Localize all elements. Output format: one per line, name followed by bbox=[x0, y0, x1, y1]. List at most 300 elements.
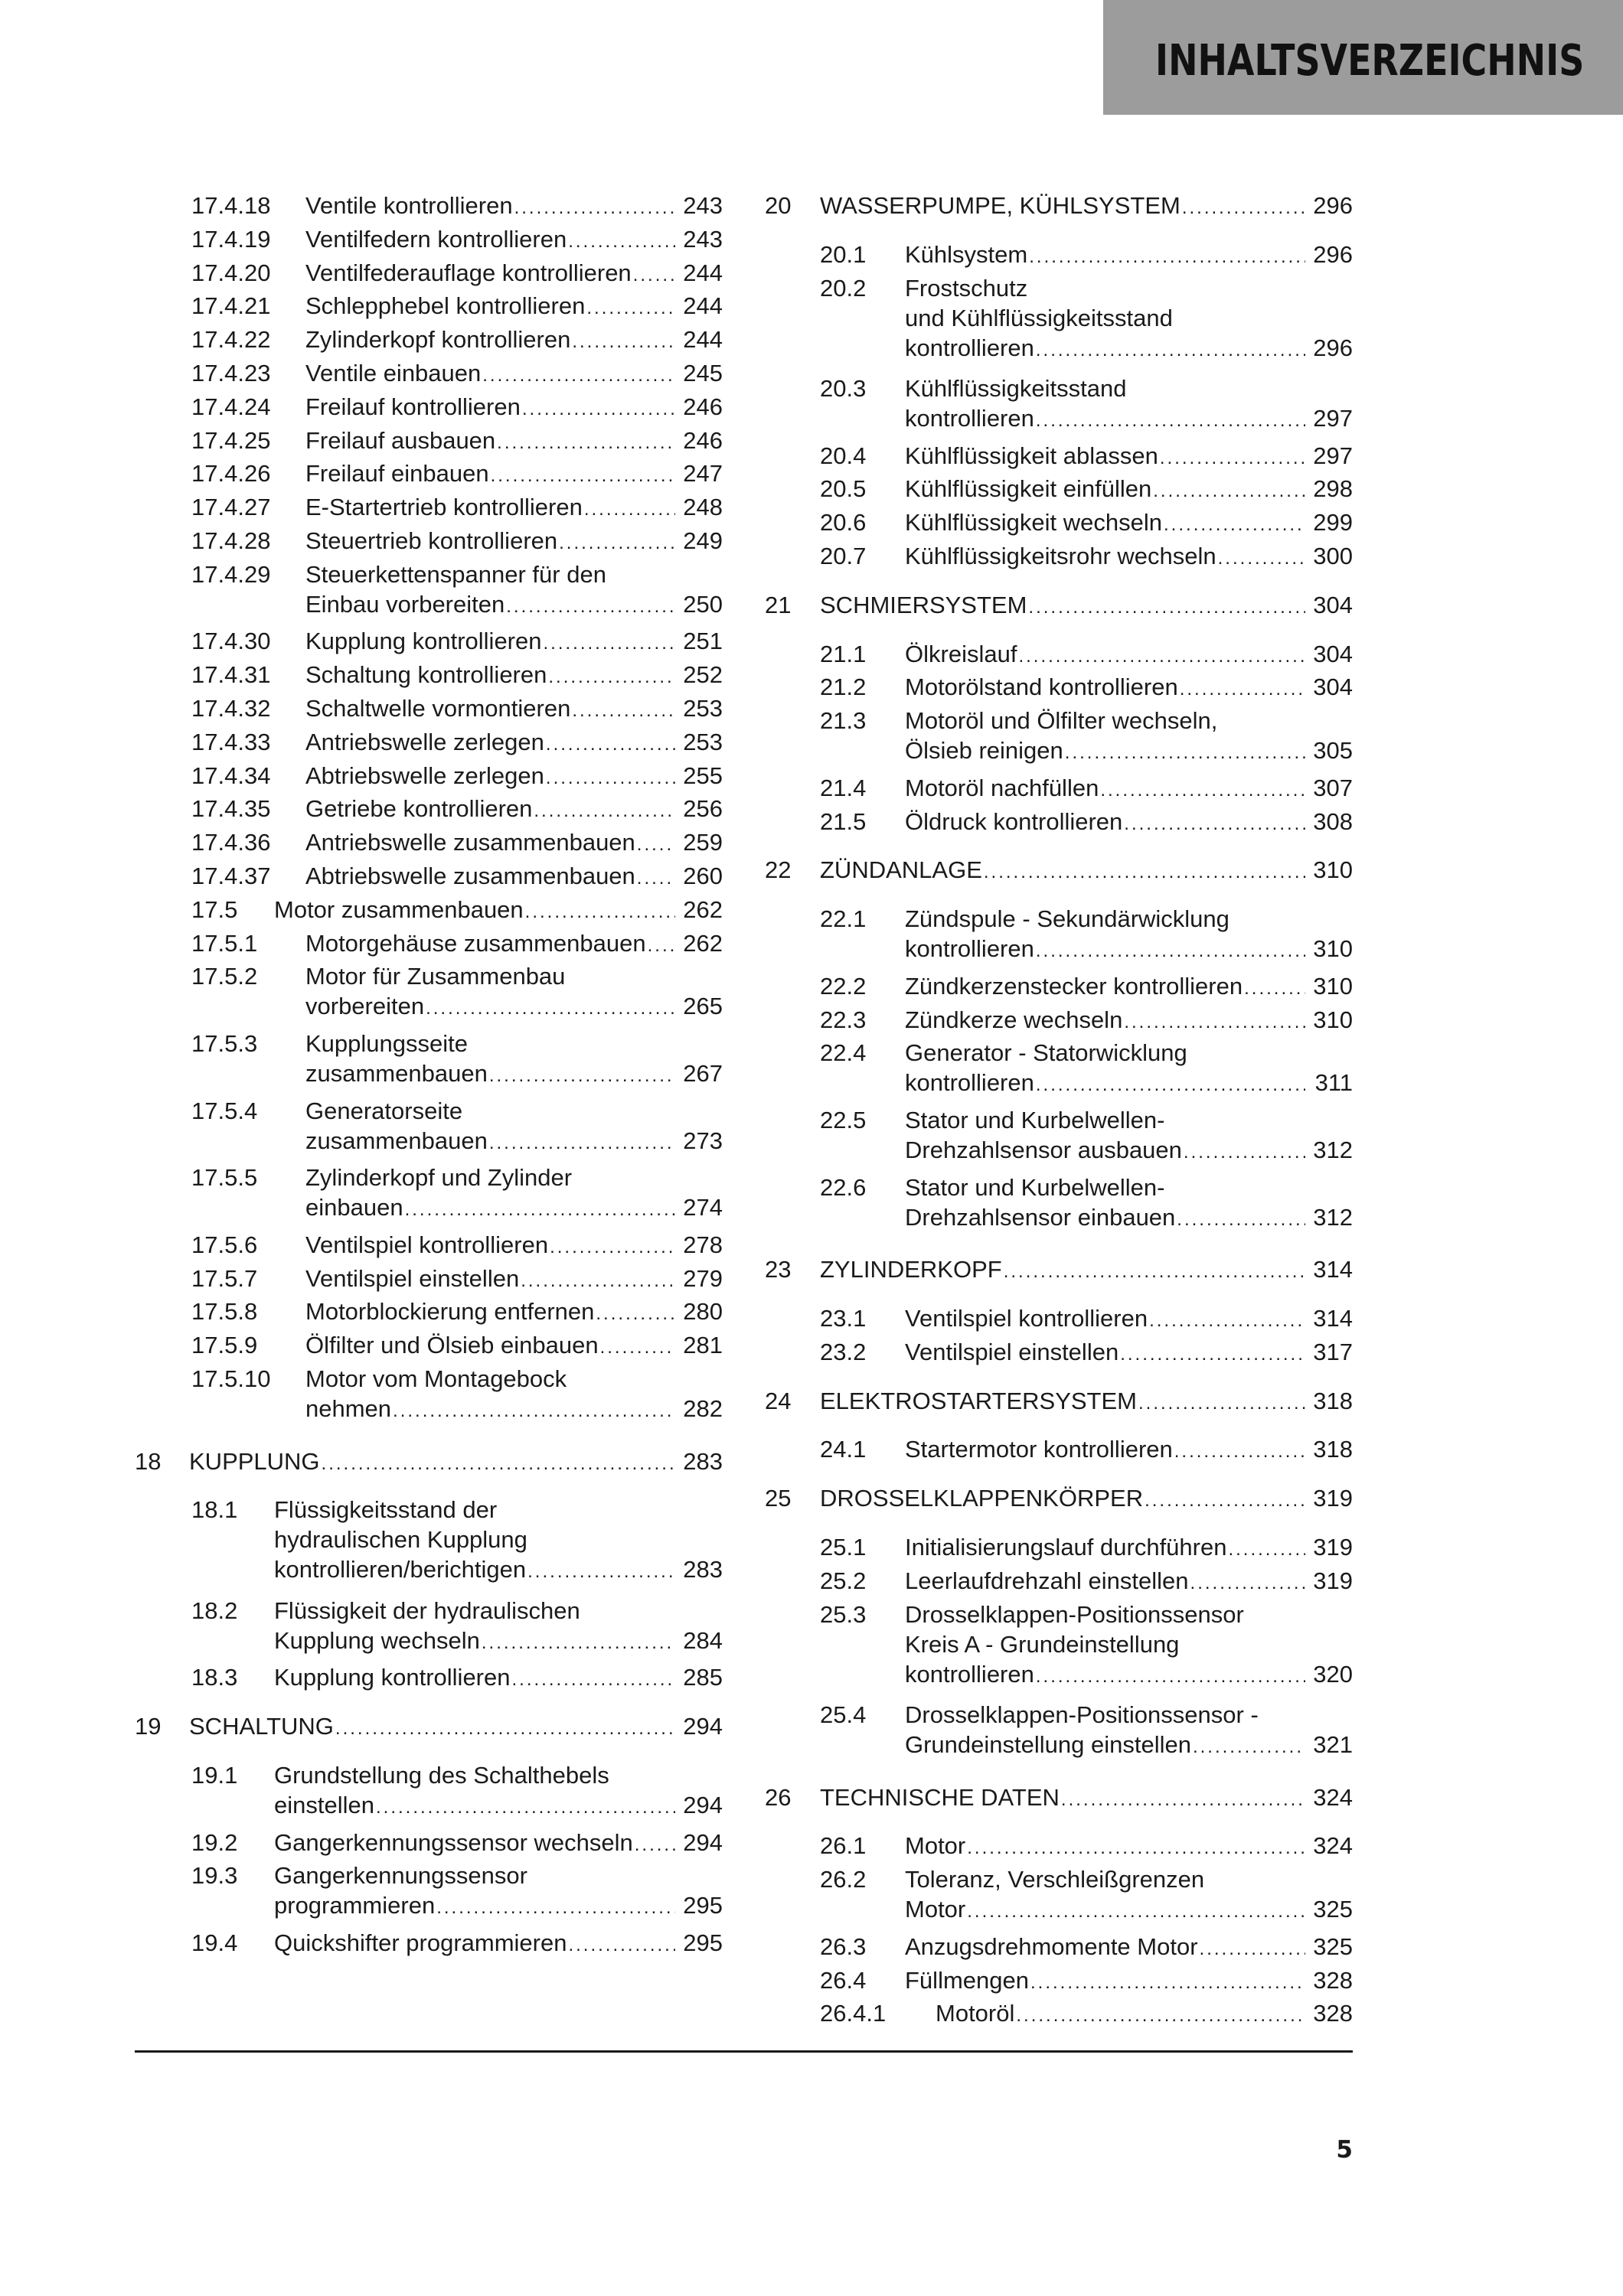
toc-number: 17.5.10 bbox=[191, 1365, 271, 1392]
toc-number: 17.4.27 bbox=[191, 494, 271, 521]
toc-number: 21.3 bbox=[820, 707, 867, 735]
toc-title: Drehzahlsensor einbauen bbox=[905, 1203, 1176, 1231]
dot-leader bbox=[1004, 1257, 1305, 1287]
toc-title: Öldruck kontrollieren bbox=[905, 807, 1123, 835]
dot-leader bbox=[1174, 1437, 1305, 1466]
toc-number: 19.4 bbox=[191, 1929, 238, 1956]
toc-number: 22.5 bbox=[820, 1107, 867, 1133]
dot-leader bbox=[546, 729, 675, 759]
dot-leader bbox=[405, 1195, 675, 1225]
toc-number: 23.1 bbox=[820, 1305, 867, 1332]
dot-leader bbox=[482, 1628, 675, 1658]
dot-leader bbox=[984, 857, 1305, 887]
toc-number: 19.2 bbox=[191, 1828, 238, 1856]
toc-title: DROSSELKLAPPENKÖRPER bbox=[820, 1485, 1144, 1512]
toc-number: 25.3 bbox=[820, 1600, 867, 1628]
dot-leader bbox=[1160, 443, 1305, 473]
toc-title: Kühlflüssigkeit wechseln bbox=[905, 509, 1163, 536]
toc-number: 17.5.3 bbox=[191, 1030, 258, 1057]
toc-number: 23.2 bbox=[820, 1338, 867, 1365]
toc-title: Flüssigkeitsstand der bbox=[274, 1496, 498, 1524]
toc-number: 21.1 bbox=[820, 640, 867, 667]
toc-number: 20.1 bbox=[820, 240, 867, 268]
toc-title: Flüssigkeit der hydraulischen bbox=[274, 1596, 580, 1624]
dot-leader bbox=[600, 1332, 675, 1362]
toc-page-number: 255 bbox=[683, 762, 723, 789]
toc-page-number: 312 bbox=[1313, 1137, 1353, 1163]
dot-leader bbox=[1036, 1070, 1305, 1100]
toc-page-number: 324 bbox=[1313, 1832, 1353, 1860]
toc-number: 17.4.23 bbox=[191, 360, 271, 386]
toc-number: 22.6 bbox=[820, 1173, 867, 1201]
dot-leader bbox=[572, 696, 675, 726]
toc-page-number: 296 bbox=[1313, 240, 1353, 268]
dot-leader bbox=[546, 763, 675, 793]
dot-leader bbox=[527, 1557, 675, 1587]
toc-number: 17.4.37 bbox=[191, 863, 271, 889]
dot-leader bbox=[572, 327, 675, 357]
dot-leader bbox=[506, 592, 675, 621]
toc-number: 17.4.28 bbox=[191, 527, 271, 554]
dot-leader bbox=[1149, 1306, 1305, 1336]
toc-title: ZÜNDANLAGE bbox=[820, 856, 982, 884]
toc-title: kontrollieren bbox=[905, 405, 1034, 432]
toc-number: 26.4.1 bbox=[820, 2000, 887, 2027]
toc-title: Kupplung wechseln bbox=[274, 1626, 480, 1654]
toc-title: Motor für Zusammenbau bbox=[305, 963, 566, 990]
dot-leader bbox=[1036, 335, 1305, 365]
dot-leader bbox=[1100, 775, 1305, 805]
toc-number: 22.1 bbox=[820, 905, 867, 933]
toc-title: Ventilspiel kontrollieren bbox=[905, 1305, 1148, 1332]
toc-page-number: 267 bbox=[683, 1060, 723, 1087]
toc-page-number: 299 bbox=[1313, 509, 1353, 536]
dot-leader bbox=[1184, 1137, 1305, 1167]
toc-title: ELEKTROSTARTERSYSTEM bbox=[820, 1387, 1137, 1414]
toc-number: 17.5.4 bbox=[191, 1097, 258, 1124]
toc-title: Zündkerzenstecker kontrollieren bbox=[905, 972, 1243, 1000]
toc-number: 25.1 bbox=[820, 1534, 867, 1561]
toc-title: TECHNISCHE DATEN bbox=[820, 1783, 1060, 1811]
dot-leader bbox=[1153, 476, 1305, 506]
dot-leader bbox=[1180, 674, 1305, 704]
dot-leader bbox=[426, 993, 675, 1023]
toc-page-number: 262 bbox=[683, 929, 723, 957]
toc-number: 17.4.22 bbox=[191, 326, 271, 354]
toc-number: 17.4.32 bbox=[191, 695, 271, 722]
toc-title: Kreis A - Grundeinstellung bbox=[905, 1630, 1180, 1658]
dot-leader bbox=[525, 897, 675, 927]
dot-leader bbox=[596, 1299, 675, 1329]
toc-number: 17.5.2 bbox=[191, 963, 258, 990]
toc-number: 17.4.36 bbox=[191, 829, 271, 856]
toc-title: Ventilfederauflage kontrollieren bbox=[305, 259, 632, 286]
toc-page-number: 285 bbox=[683, 1664, 723, 1691]
toc-page-number: 250 bbox=[683, 590, 723, 618]
toc-page-number: 248 bbox=[683, 494, 723, 521]
toc-number: 18 bbox=[135, 1447, 162, 1475]
toc-number: 22 bbox=[765, 856, 792, 884]
dot-leader bbox=[376, 1792, 675, 1822]
toc-page-number: 284 bbox=[683, 1626, 723, 1654]
toc-page-number: 314 bbox=[1313, 1305, 1353, 1332]
toc-title: Gangerkennungssensor wechseln bbox=[274, 1828, 633, 1856]
dot-leader bbox=[568, 1930, 675, 1960]
toc-number: 21.2 bbox=[820, 673, 867, 701]
toc-number: 17.4.25 bbox=[191, 426, 271, 454]
toc-number: 22.4 bbox=[820, 1039, 867, 1067]
toc-title: Stator und Kurbelwellen- bbox=[905, 1173, 1165, 1201]
toc-title: Abtriebswelle zusammenbauen bbox=[305, 863, 635, 889]
toc-title: Motoröl nachfüllen bbox=[905, 774, 1099, 801]
dot-leader bbox=[648, 931, 675, 960]
toc-title: Zündspule - Sekundärwicklung bbox=[905, 905, 1229, 933]
toc-title: Freilauf kontrollieren bbox=[305, 393, 521, 420]
toc-page-number: 244 bbox=[683, 259, 723, 286]
dot-leader bbox=[512, 1665, 676, 1694]
toc-number: 20.5 bbox=[820, 475, 867, 503]
dot-leader bbox=[534, 796, 675, 826]
toc-page-number: 319 bbox=[1313, 1567, 1353, 1594]
toc-page-number: 243 bbox=[683, 225, 723, 253]
toc-page-number: 318 bbox=[1313, 1387, 1353, 1414]
toc-title: Startermotor kontrollieren bbox=[905, 1436, 1173, 1463]
toc-number: 18.1 bbox=[191, 1496, 238, 1524]
toc-number: 17.5.5 bbox=[191, 1164, 258, 1192]
dot-leader bbox=[1145, 1486, 1305, 1515]
toc-title: Zylinderkopf und Zylinder bbox=[305, 1164, 573, 1192]
toc-title: Freilauf einbauen bbox=[305, 460, 489, 488]
toc-title: Motoröl bbox=[936, 2000, 1015, 2027]
toc-page-number: 281 bbox=[683, 1332, 723, 1359]
toc-title: Antriebswelle zusammenbauen bbox=[305, 829, 635, 856]
toc-number: 17.5 bbox=[191, 895, 238, 923]
toc-number: 19.3 bbox=[191, 1862, 238, 1890]
toc-number: 17.4.24 bbox=[191, 393, 271, 420]
toc-title: Motor bbox=[905, 1896, 966, 1923]
dot-leader bbox=[1193, 1732, 1305, 1762]
toc-number: 26.3 bbox=[820, 1932, 867, 1960]
toc-title: Schlepphebel kontrollieren bbox=[305, 292, 586, 320]
toc-title: Kupplungsseite bbox=[305, 1030, 468, 1057]
toc-page-number: 304 bbox=[1313, 591, 1353, 618]
toc-number: 17.5.6 bbox=[191, 1231, 258, 1258]
toc-page-number: 310 bbox=[1313, 856, 1353, 884]
toc-title: Ölkreislauf bbox=[905, 640, 1017, 667]
dot-leader bbox=[584, 494, 675, 524]
toc-title: kontrollieren bbox=[905, 935, 1034, 963]
toc-number: 22.2 bbox=[820, 972, 867, 1000]
toc-page-number: 317 bbox=[1313, 1338, 1353, 1365]
dot-leader bbox=[635, 1830, 675, 1860]
toc-title: zusammenbauen bbox=[305, 1127, 488, 1154]
toc-page-number: 318 bbox=[1313, 1436, 1353, 1463]
toc-page-number: 321 bbox=[1313, 1731, 1353, 1758]
dot-leader bbox=[967, 1833, 1305, 1863]
dot-leader bbox=[967, 1896, 1305, 1926]
dot-leader bbox=[1138, 1388, 1305, 1418]
dot-leader bbox=[393, 1396, 675, 1426]
dot-leader bbox=[436, 1893, 675, 1923]
dot-leader bbox=[559, 528, 675, 558]
toc-page-number: 304 bbox=[1313, 673, 1353, 701]
toc-title: kontrollieren bbox=[905, 334, 1034, 361]
dot-leader bbox=[544, 628, 676, 658]
toc-title: Ventilspiel einstellen bbox=[305, 1264, 520, 1292]
dot-leader bbox=[568, 227, 675, 256]
toc-page-number: 305 bbox=[1313, 737, 1353, 765]
toc-number: 24.1 bbox=[820, 1436, 867, 1463]
dot-leader bbox=[637, 863, 675, 893]
dot-leader bbox=[1120, 1339, 1305, 1369]
toc-title: Zylinderkopf kontrollieren bbox=[305, 326, 571, 354]
toc-title: Motorgehäuse zusammenbauen bbox=[305, 929, 646, 957]
toc-title: Schaltung kontrollieren bbox=[305, 661, 547, 689]
dot-leader bbox=[335, 1714, 675, 1743]
toc-title: nehmen bbox=[305, 1395, 392, 1422]
toc-title: Motorölstand kontrollieren bbox=[905, 673, 1178, 701]
toc-page-number: 246 bbox=[683, 393, 723, 420]
toc-page-number: 304 bbox=[1313, 640, 1353, 667]
toc-title: Generatorseite bbox=[305, 1097, 463, 1124]
toc-title: kontrollieren/berichtigen bbox=[274, 1556, 527, 1583]
toc-number: 17.4.29 bbox=[191, 560, 271, 588]
toc-number: 26.1 bbox=[820, 1832, 867, 1860]
toc-title: Drehzahlsensor ausbauen bbox=[905, 1137, 1182, 1163]
dot-leader bbox=[1028, 592, 1305, 622]
toc-page-number: 249 bbox=[683, 527, 723, 554]
toc-page-number: 294 bbox=[683, 1713, 723, 1740]
dot-leader bbox=[1182, 193, 1305, 223]
toc-number: 17.5.7 bbox=[191, 1264, 258, 1292]
toc-page-number: 320 bbox=[1313, 1660, 1353, 1688]
toc-page-number: 310 bbox=[1313, 972, 1353, 1000]
toc-title: kontrollieren bbox=[905, 1660, 1034, 1688]
toc-number: 17.5.1 bbox=[191, 929, 258, 957]
toc-page-number: 265 bbox=[683, 993, 723, 1020]
toc-title: Ölfilter und Ölsieb einbauen bbox=[305, 1332, 599, 1359]
toc-title: Getriebe kontrollieren bbox=[305, 795, 533, 823]
toc-number: 21.4 bbox=[820, 774, 867, 801]
toc-title: Gangerkennungssensor bbox=[274, 1862, 527, 1890]
toc-number: 20.6 bbox=[820, 509, 867, 536]
dot-leader bbox=[514, 193, 675, 223]
dot-leader bbox=[548, 662, 675, 692]
toc-title: SCHMIERSYSTEM bbox=[820, 591, 1027, 618]
toc-title: Freilauf ausbauen bbox=[305, 426, 496, 454]
toc-number: 20.2 bbox=[820, 274, 867, 302]
toc-page-number: 243 bbox=[683, 192, 723, 219]
toc-page-number: 311 bbox=[1314, 1069, 1353, 1097]
page-number: 5 bbox=[1336, 2136, 1353, 2164]
toc-number: 25 bbox=[765, 1485, 792, 1512]
toc-title: zusammenbauen bbox=[305, 1060, 488, 1087]
toc-page-number: 256 bbox=[683, 795, 723, 823]
toc-title: einbauen bbox=[305, 1194, 403, 1221]
toc-page-number: 253 bbox=[683, 695, 723, 722]
footer-rule bbox=[135, 2050, 1353, 2053]
toc-title: Kupplung kontrollieren bbox=[274, 1664, 511, 1691]
dot-leader bbox=[521, 1266, 675, 1296]
toc-page-number: 278 bbox=[683, 1231, 723, 1258]
toc-title: Grundeinstellung einstellen bbox=[905, 1731, 1191, 1758]
toc-number: 20 bbox=[765, 192, 792, 219]
toc-page-number: 312 bbox=[1313, 1203, 1353, 1231]
toc-number: 17.4.34 bbox=[191, 762, 271, 789]
dot-leader bbox=[1061, 1785, 1305, 1815]
dot-leader bbox=[1018, 641, 1305, 671]
dot-leader bbox=[1177, 1205, 1305, 1234]
toc-title: Füllmengen bbox=[905, 1966, 1029, 1994]
page-title: INHALTSVERZEICHNIS bbox=[1154, 36, 1584, 86]
toc-title: programmieren bbox=[274, 1892, 436, 1919]
toc-page-number: 308 bbox=[1313, 807, 1353, 835]
toc-title: Ölsieb reinigen bbox=[905, 737, 1063, 765]
dot-leader bbox=[1218, 543, 1305, 573]
toc-title: Kühlflüssigkeit einfüllen bbox=[905, 475, 1152, 503]
toc-page-number: 282 bbox=[683, 1395, 723, 1422]
toc-title: Anzugsdrehmomente Motor bbox=[905, 1932, 1198, 1960]
toc-page-number: 294 bbox=[683, 1792, 723, 1818]
toc-page-number: 280 bbox=[683, 1298, 723, 1326]
toc-number: 17.4.35 bbox=[191, 795, 271, 823]
toc-title: Toleranz, Verschleißgrenzen bbox=[905, 1866, 1205, 1893]
dot-leader bbox=[637, 830, 675, 859]
toc-number: 20.7 bbox=[820, 543, 867, 569]
toc-page-number: 328 bbox=[1313, 2000, 1353, 2027]
dot-leader bbox=[522, 394, 675, 424]
toc-number: 17.5.8 bbox=[191, 1298, 258, 1326]
toc-title: Kühlflüssigkeitsrohr wechseln bbox=[905, 543, 1216, 569]
toc-title: Abtriebswelle zerlegen bbox=[305, 762, 544, 789]
toc-page-number: 253 bbox=[683, 728, 723, 755]
toc-title: Drosselklappen-Positionssensor - bbox=[905, 1701, 1259, 1728]
toc-title: Motoröl und Ölfilter wechseln, bbox=[905, 707, 1218, 735]
toc-page-number: 296 bbox=[1313, 334, 1353, 361]
toc-page-number: 251 bbox=[683, 628, 723, 655]
toc-number: 19.1 bbox=[191, 1762, 238, 1789]
toc-title: Ventilspiel einstellen bbox=[905, 1338, 1119, 1365]
toc-title: Ventile kontrollieren bbox=[305, 192, 513, 219]
toc-page-number: 245 bbox=[683, 360, 723, 386]
toc-page-number: 259 bbox=[683, 829, 723, 856]
toc-page-number: 295 bbox=[683, 1892, 723, 1919]
toc-number: 17.4.21 bbox=[191, 292, 271, 320]
toc-number: 17.4.18 bbox=[191, 192, 271, 219]
toc-title: Steuertrieb kontrollieren bbox=[305, 527, 558, 554]
toc-page-number: 310 bbox=[1313, 935, 1353, 963]
toc-page-number: 247 bbox=[683, 460, 723, 488]
dot-leader bbox=[1065, 738, 1305, 768]
toc-title: ZYLINDERKOPF bbox=[820, 1256, 1002, 1283]
toc-number: 17.4.26 bbox=[191, 460, 271, 488]
dot-leader bbox=[489, 1061, 675, 1091]
toc-page-number: 274 bbox=[683, 1194, 723, 1221]
toc-number: 17.4.31 bbox=[191, 661, 271, 689]
toc-page-number: 283 bbox=[683, 1556, 723, 1583]
toc-number: 25.2 bbox=[820, 1567, 867, 1594]
toc-page-number: 283 bbox=[683, 1447, 723, 1475]
dot-leader bbox=[1124, 1007, 1305, 1037]
toc-title: Kupplung kontrollieren bbox=[305, 628, 542, 655]
dot-leader bbox=[1164, 510, 1305, 540]
toc-number: 17.4.33 bbox=[191, 728, 271, 755]
toc-title: kontrollieren bbox=[905, 1069, 1034, 1097]
dot-leader bbox=[1244, 974, 1305, 1003]
toc-number: 24 bbox=[765, 1387, 792, 1414]
toc-number: 17.4.30 bbox=[191, 628, 271, 655]
toc-title: Ventile einbauen bbox=[305, 360, 482, 386]
toc-number: 23 bbox=[765, 1256, 792, 1283]
toc-title: Generator - Statorwicklung bbox=[905, 1039, 1187, 1067]
toc-title: Quickshifter programmieren bbox=[274, 1929, 567, 1956]
toc-page-number: 307 bbox=[1313, 774, 1353, 801]
toc-title: Motor zusammenbauen bbox=[274, 895, 524, 923]
toc-page-number: 319 bbox=[1313, 1534, 1353, 1561]
toc-page-number: 294 bbox=[683, 1828, 723, 1856]
toc-page-number: 295 bbox=[683, 1929, 723, 1956]
toc-title: Frostschutz bbox=[905, 274, 1028, 302]
dot-leader bbox=[1029, 242, 1305, 272]
header-banner bbox=[1103, 0, 1623, 115]
toc-page-number: 296 bbox=[1313, 192, 1353, 219]
toc-number: 20.3 bbox=[820, 375, 867, 402]
toc-title: Stator und Kurbelwellen- bbox=[905, 1107, 1165, 1133]
toc-title: vorbereiten bbox=[305, 993, 425, 1020]
toc-title: einstellen bbox=[274, 1792, 374, 1818]
toc-title: SCHALTUNG bbox=[189, 1713, 334, 1740]
toc-number: 17.5.9 bbox=[191, 1332, 258, 1359]
toc-title: Leerlaufdrehzahl einstellen bbox=[905, 1567, 1189, 1594]
toc-number: 26.4 bbox=[820, 1966, 867, 1994]
toc-number: 18.3 bbox=[191, 1664, 238, 1691]
toc-title: Drosselklappen-Positionssensor bbox=[905, 1600, 1244, 1628]
toc-page-number: 244 bbox=[683, 326, 723, 354]
dot-leader bbox=[1036, 406, 1305, 435]
toc-page-number: 246 bbox=[683, 426, 723, 454]
toc-title: Motorblockierung entfernen bbox=[305, 1298, 595, 1326]
dot-leader bbox=[1228, 1534, 1305, 1564]
toc-page-number: 260 bbox=[683, 863, 723, 889]
toc-title: E-Startertrieb kontrollieren bbox=[305, 494, 583, 521]
toc-title: Steuerkettenspanner für den bbox=[305, 560, 606, 588]
dot-leader bbox=[586, 293, 675, 323]
dot-leader bbox=[633, 260, 675, 290]
dot-leader bbox=[1124, 809, 1305, 839]
toc-page-number: 328 bbox=[1313, 1966, 1353, 1994]
dot-leader bbox=[482, 360, 675, 390]
toc-number: 25.4 bbox=[820, 1701, 867, 1728]
dot-leader bbox=[1016, 2001, 1305, 2030]
toc-title: Einbau vorbereiten bbox=[305, 590, 505, 618]
toc-number: 22.3 bbox=[820, 1006, 867, 1033]
toc-title: Ventilspiel kontrollieren bbox=[305, 1231, 549, 1258]
toc-page-number: 319 bbox=[1313, 1485, 1353, 1512]
toc-title: Schaltwelle vormontieren bbox=[305, 695, 571, 722]
toc-page-number: 279 bbox=[683, 1264, 723, 1292]
toc-page-number: 298 bbox=[1313, 475, 1353, 503]
toc-page-number: 273 bbox=[683, 1127, 723, 1154]
toc-title: Kühlflüssigkeit ablassen bbox=[905, 442, 1158, 469]
toc-title: Antriebswelle zerlegen bbox=[305, 728, 544, 755]
toc-page-number: 252 bbox=[683, 661, 723, 689]
toc-title: Ventilfedern kontrollieren bbox=[305, 225, 567, 253]
toc-page-number: 325 bbox=[1313, 1932, 1353, 1960]
toc-title: Kühlsystem bbox=[905, 240, 1028, 268]
toc-number: 17.4.20 bbox=[191, 259, 271, 286]
toc-title: WASSERPUMPE, KÜHLSYSTEM bbox=[820, 192, 1181, 219]
dot-leader bbox=[497, 428, 675, 458]
